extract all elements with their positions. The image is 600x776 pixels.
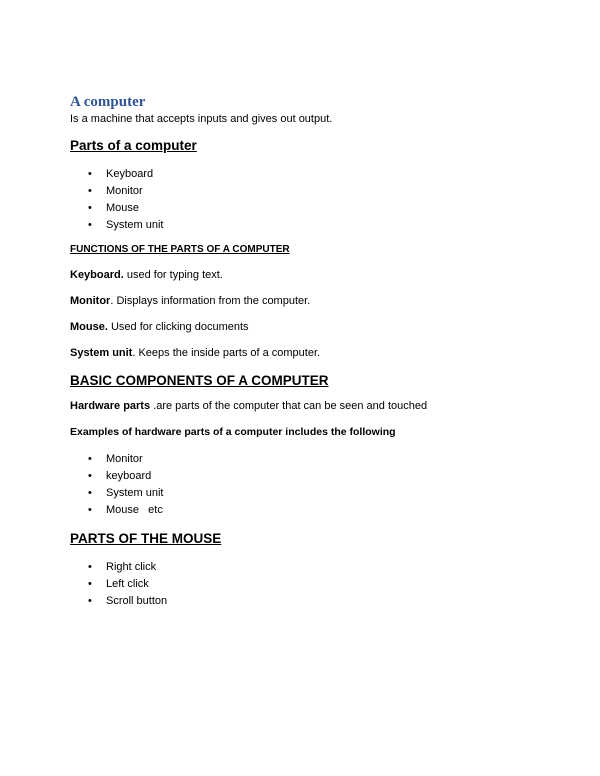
list-item: • Mouse bbox=[70, 200, 540, 217]
examples-heading: Examples of hardware parts of a computer includes the following bbox=[70, 426, 396, 438]
function-keyboard: Keyboard. used for typing text. bbox=[70, 269, 223, 281]
list-item: • Keyboard bbox=[70, 166, 540, 183]
bullet-icon: • bbox=[88, 219, 92, 231]
components-heading: BASIC COMPONENTS OF A COMPUTER bbox=[70, 373, 329, 388]
list-item: • System unit bbox=[70, 217, 540, 234]
bullet-icon: • bbox=[88, 487, 92, 499]
mouse-heading: PARTS OF THE MOUSE bbox=[70, 531, 222, 546]
functions-heading: FUNCTIONS OF THE PARTS OF A COMPUTER bbox=[70, 244, 290, 255]
list-item: • Scroll button bbox=[70, 593, 540, 610]
list-item: • Left click bbox=[70, 576, 540, 593]
function-system-unit: System unit. Keeps the inside parts of a computer. bbox=[70, 347, 321, 359]
list-item: • Monitor bbox=[70, 451, 540, 468]
bullet-icon: • bbox=[88, 561, 92, 573]
mouse-parts-list bbox=[70, 559, 540, 610]
list-item: • Right click bbox=[70, 559, 540, 576]
bullet-icon: • bbox=[88, 453, 92, 465]
bullet-icon: • bbox=[88, 470, 92, 482]
function-mouse: Mouse. Used for clicking documents bbox=[70, 321, 249, 333]
document-title: A computer bbox=[70, 94, 146, 110]
bullet-icon: • bbox=[88, 595, 92, 607]
list-item: • keyboard bbox=[70, 468, 540, 485]
intro-text: Is a machine that accepts inputs and gives out output. bbox=[70, 113, 333, 125]
list-item: • Mouse etc bbox=[70, 502, 540, 519]
bullet-icon: • bbox=[88, 202, 92, 214]
document-content bbox=[70, 93, 540, 610]
function-monitor: Monitor. Displays information from the computer. bbox=[70, 295, 311, 307]
parts-list bbox=[70, 166, 540, 234]
bullet-icon: • bbox=[88, 504, 92, 516]
list-item: • Monitor bbox=[70, 183, 540, 200]
bullet-icon: • bbox=[88, 578, 92, 590]
parts-heading: Parts of a computer bbox=[70, 138, 197, 153]
bullet-icon: • bbox=[88, 185, 92, 197]
hardware-definition: Hardware parts .are parts of the computer that can be seen and touched bbox=[70, 400, 428, 412]
list-item: • System unit bbox=[70, 485, 540, 502]
examples-list bbox=[70, 451, 540, 519]
bullet-icon: • bbox=[88, 168, 92, 180]
